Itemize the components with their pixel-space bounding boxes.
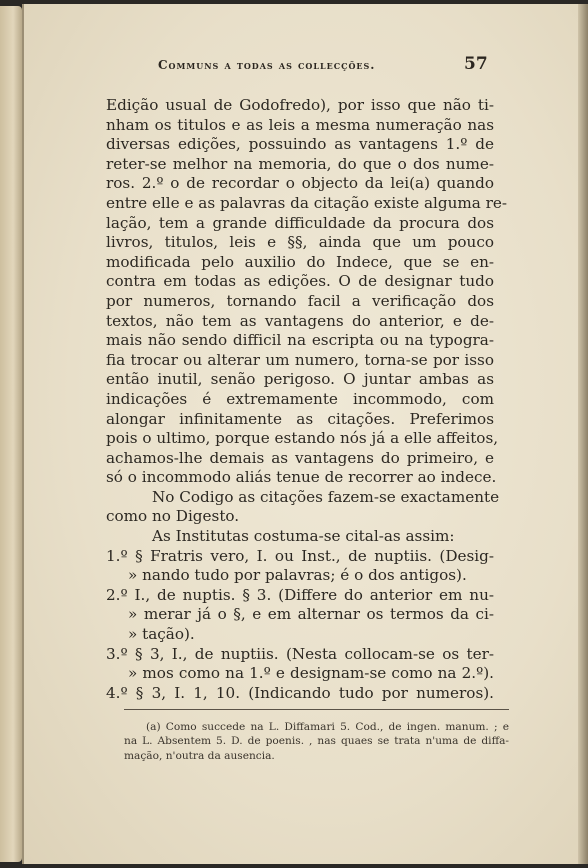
footnote-line: na L. Absentem 5. D. de poenis. , nas quaes se trata n'uma de diffa- [124, 735, 509, 748]
text-line: As Institutas costuma-se cital-as assim: [152, 527, 455, 546]
left-page-edge [0, 6, 22, 862]
text-line: reter-se melhor na memoria, do que o dos nume- [106, 154, 494, 173]
text-line: alongar infinitamente as citações. Preferimos [106, 409, 494, 428]
footnote-divider [124, 709, 509, 710]
text-line: ros. 2.º o de recordar o objecto da lei(a) quando [106, 174, 494, 193]
text-line: indicações é extremamente incommodo, com [106, 389, 494, 408]
text-line: 3.º § 3, I., de nuptiis. (Nesta collocam-se os ter- [106, 644, 494, 663]
text-line: entre elle e as palavras da citação existe alguma re- [106, 193, 508, 212]
page-header [24, 56, 580, 76]
text-line: 1.º § Fratris vero, I. ou Inst., de nuptiis. (Desig- [106, 546, 494, 565]
text-line: achamos-lhe demais as vantagens do primeiro, e [106, 448, 494, 467]
text-line: diversas edições, possuindo as vantagens 1.º de [106, 135, 494, 154]
text-line: » tação). [128, 625, 195, 644]
footnotes [124, 720, 509, 763]
text-line: livros, titulos, leis e §§, ainda que um pouco [106, 233, 494, 252]
page-number: 57 [464, 54, 488, 74]
right-page-edge [578, 4, 588, 864]
text-line: pois o ultimo, porque estando nós já a elle affeitos, [106, 429, 499, 448]
text-line: 4.º § 3, I. 1, 10. (Indicando tudo por numeros). [106, 683, 494, 702]
text-line: » merar já o §, e em alternar os termos da ci- [128, 605, 494, 624]
text-line: modificada pelo auxilio do Indece, que se en- [106, 252, 494, 271]
text-line: então inutil, senão perigoso. O juntar ambas as [106, 370, 494, 389]
text-line: Edição usual de Godofredo), por isso que não ti- [106, 96, 494, 114]
text-line: como no Digesto. [106, 507, 240, 526]
text-line: » mos como na 1.º e designam-se como na 2.º). [128, 664, 494, 683]
footnote-line: mação, n'outra da ausencia. [124, 749, 275, 762]
body-text [106, 96, 508, 703]
text-line: nham os titulos e as leis a mesma numeração nas [106, 115, 494, 134]
text-line: 2.º I., de nuptis. § 3. (Differe do anterior em nu- [106, 585, 494, 604]
text-line: textos, não tem as vantagens do anterior, e de- [106, 311, 494, 330]
text-line: No Codigo as citações fazem-se exactamente [152, 487, 500, 506]
text-line: contra em todas as edições. O de designar tudo [106, 272, 494, 291]
book-page [22, 4, 580, 864]
text-line: » nando tudo por palavras; é o dos antigos). [128, 566, 467, 585]
text-line: só o incommodo aliás tenue de recorrer ao indece. [106, 468, 497, 487]
text-line: por numeros, tornando facil a verificação dos [106, 291, 494, 310]
footnote-line: (a) Como succede na L. Diffamari 5. Cod., de ingen. manum. ; e [146, 721, 509, 733]
text-line: mais não sendo difficil na escripta ou na typogra- [106, 331, 494, 350]
running-title: Communs a todas as collecções. [158, 58, 376, 72]
text-line: fia trocar ou alterar um numero, torna-se por isso [106, 350, 494, 369]
text-line: lação, tem a grande difficuldade da procura dos [106, 213, 494, 232]
